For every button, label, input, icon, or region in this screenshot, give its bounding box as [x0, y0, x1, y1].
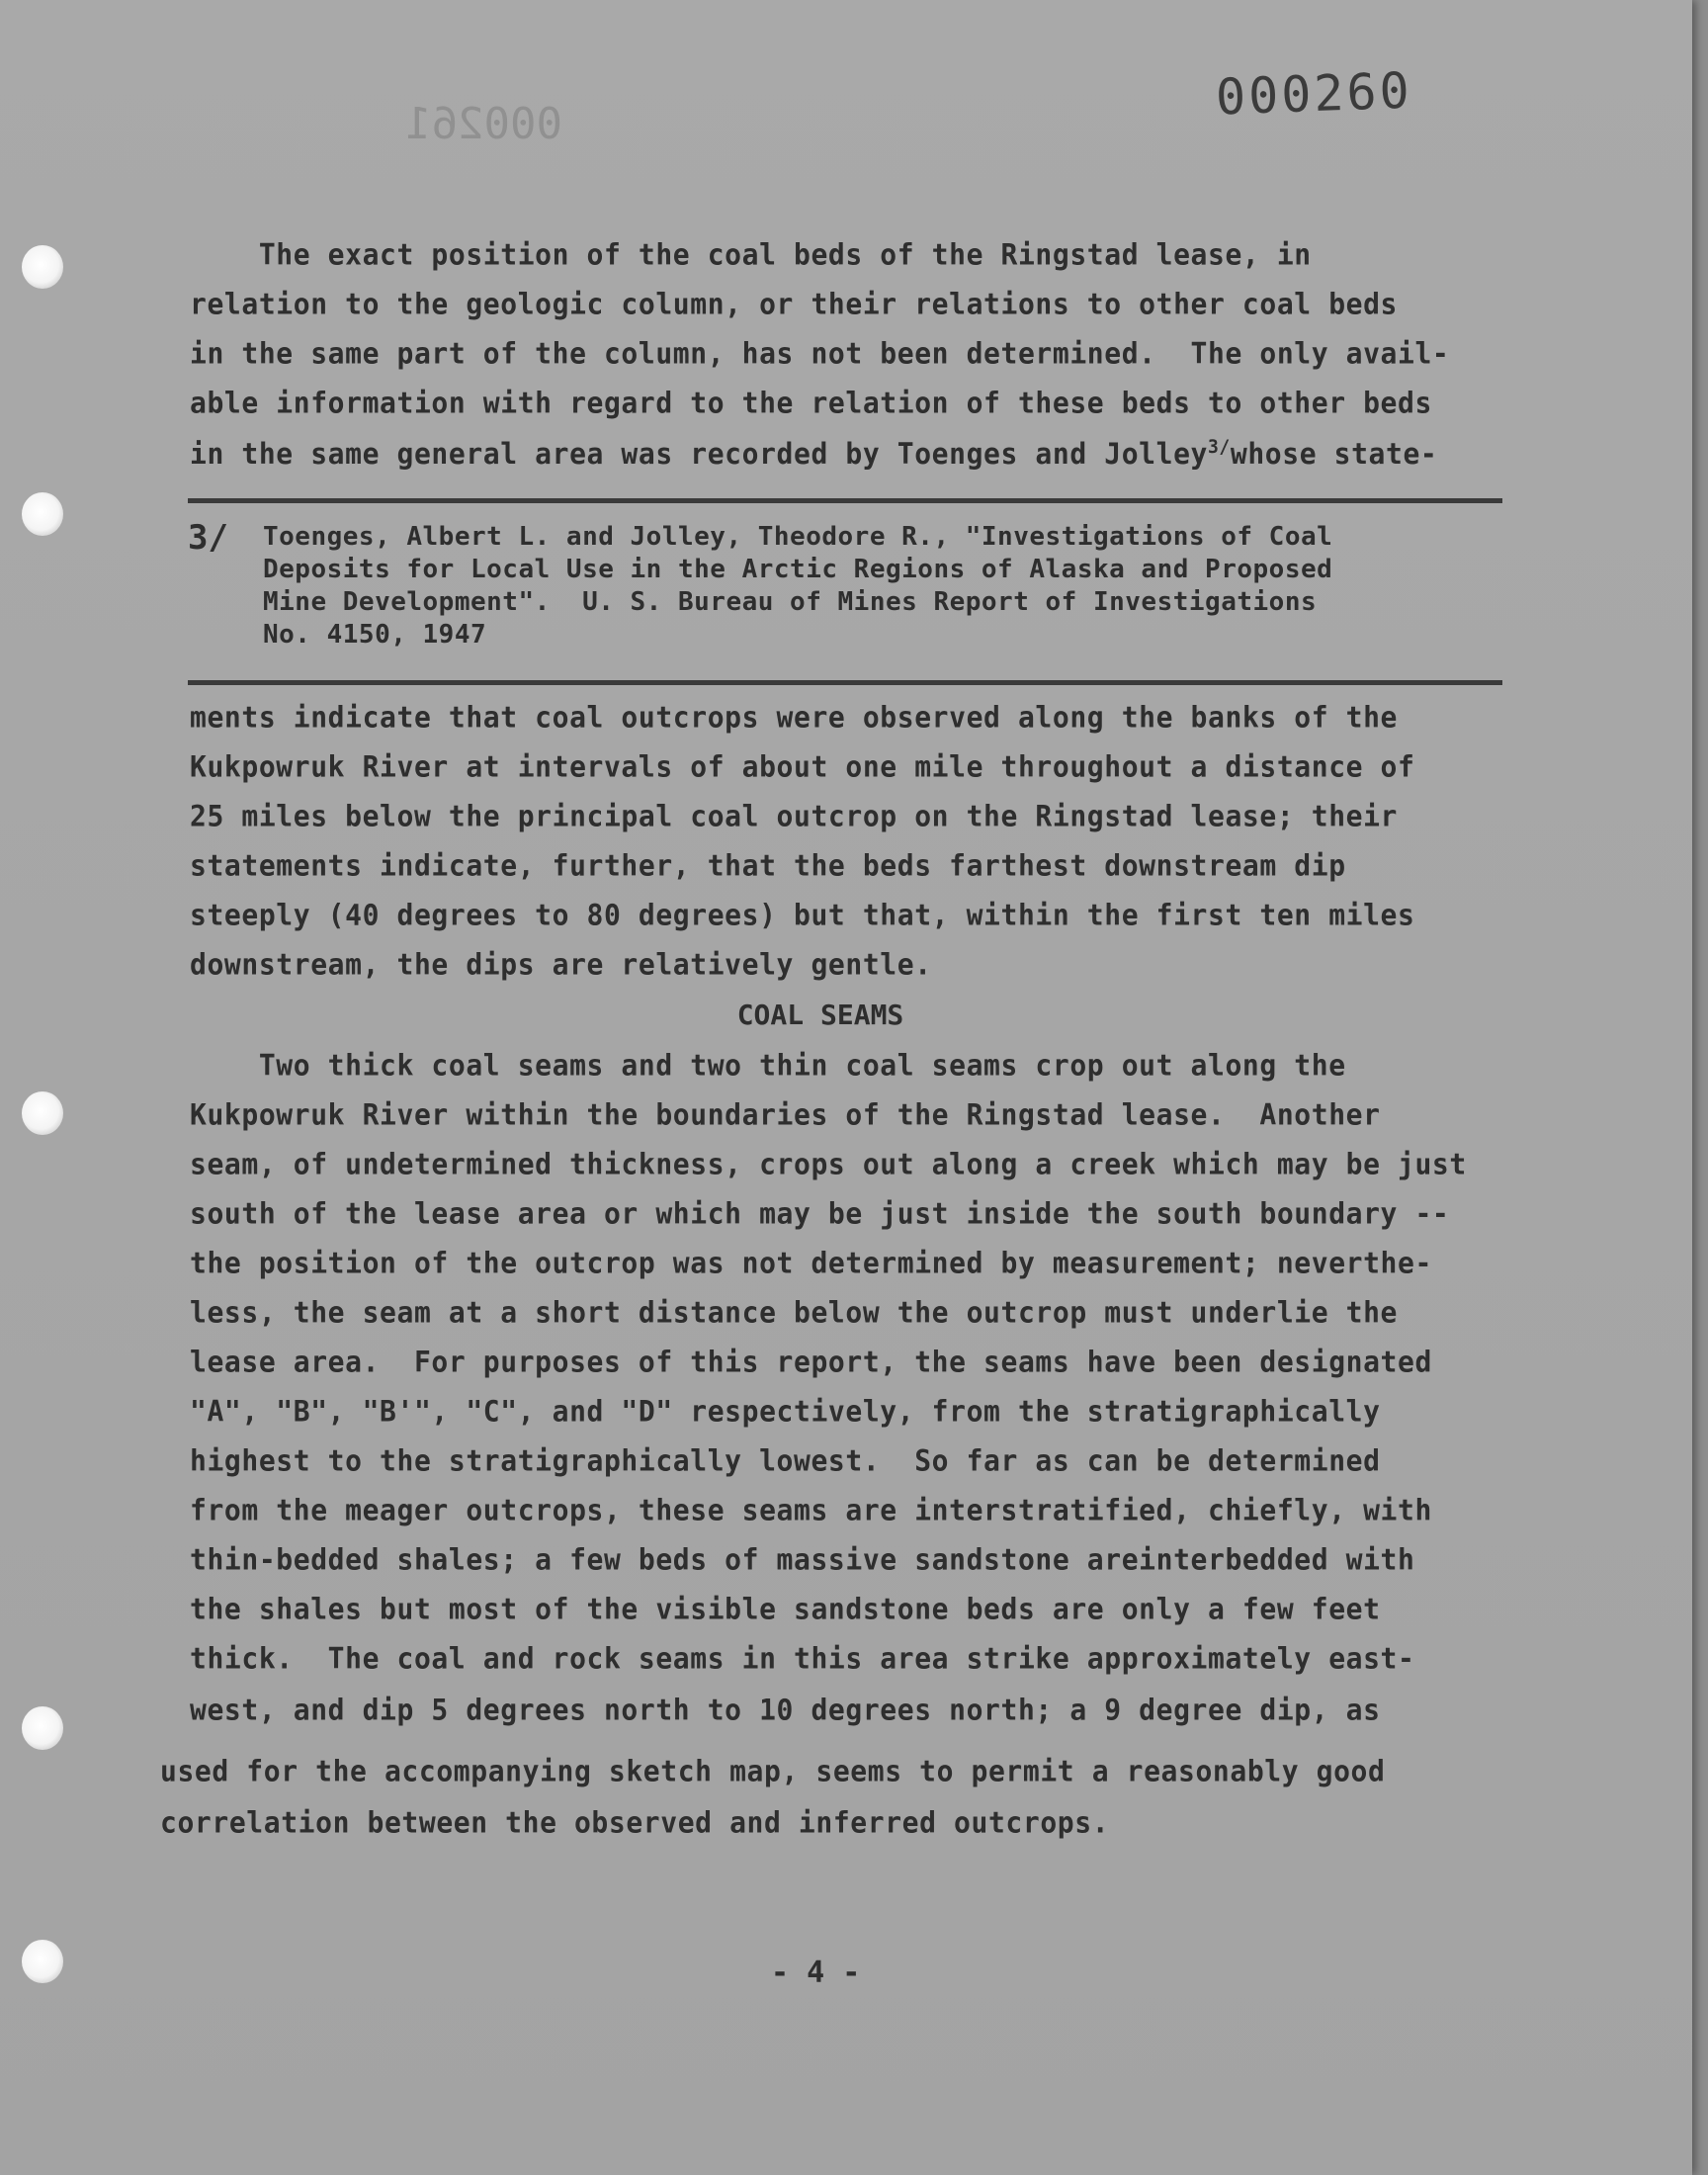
- text-line: steeply (40 degrees to 80 degrees) but that, within the first ten miles: [190, 898, 1415, 932]
- section-heading: COAL SEAMS: [736, 999, 904, 1031]
- text-line: the shales but most of the visible sandstone beds are only a few feet: [190, 1592, 1381, 1626]
- footnote-line: Toenges, Albert L. and Jolley, Theodore R., "Investigations of Coal: [263, 522, 1333, 552]
- text-line: in the same general area was recorded by Toenges and Jolley$^{3/}$whose state-: [190, 436, 1438, 472]
- text-line: correlation between the observed and inferred outcrops.: [160, 1805, 1110, 1840]
- text-line: thick. The coal and rock seams in this area strike approximately east-: [190, 1641, 1415, 1676]
- text-line: Kukpowruk River within the boundaries of the Ringstad lease. Another: [190, 1097, 1381, 1132]
- text-line: lease area. For purposes of this report, the seams have been designated: [190, 1345, 1432, 1379]
- text-line: highest to the stratigraphically lowest. So far as can be determined: [190, 1443, 1381, 1478]
- text-line: "A", "B", "B'", "C", and "D" respectively, from the stratigraphically: [190, 1394, 1381, 1429]
- text-line: west, and dip 5 degrees north to 10 degrees north; a 9 degree dip, as: [190, 1693, 1381, 1727]
- text-line: Two thick coal seams and two thin coal seams crop out along the: [190, 1048, 1346, 1083]
- footnote-reference: 3/: [1208, 436, 1231, 459]
- text-line: downstream, the dips are relatively gentle.: [190, 947, 932, 982]
- text-line: ments indicate that coal outcrops were observed along the banks of the: [190, 700, 1399, 735]
- footnote-line: Deposits for Local Use in the Arctic Regions of Alaska and Proposed: [263, 555, 1333, 584]
- text-line: relation to the geologic column, or their relations to other coal beds: [190, 287, 1399, 321]
- text-line: able information with regard to the relation of these beds to other beds: [190, 386, 1432, 420]
- punch-hole: [22, 1940, 63, 1983]
- punch-hole: [22, 1706, 63, 1750]
- text-line: 25 miles below the principal coal outcrop on the Ringstad lease; their: [190, 799, 1399, 833]
- text-line: Kukpowruk River at intervals of about one mile throughout a distance of: [190, 749, 1415, 784]
- text-line: used for the accompanying sketch map, seems to permit a reasonably good: [160, 1754, 1386, 1788]
- document-number: 000260: [1215, 61, 1413, 127]
- punch-hole: [22, 1091, 63, 1135]
- text-line: less, the seam at a short distance below the outcrop must underlie the: [190, 1295, 1399, 1330]
- faint-bleedthrough-number: 000261: [405, 99, 562, 149]
- punch-hole: [22, 492, 63, 536]
- footnote-rule-bottom: [188, 680, 1502, 685]
- text-line: The exact position of the coal beds of the Ringstad lease, in: [190, 237, 1312, 272]
- punch-hole: [22, 245, 63, 289]
- footnote-rule-top: [188, 498, 1502, 503]
- text-line: thin-bedded shales; a few beds of massive sandstone areinterbedded with: [190, 1542, 1415, 1577]
- text-line: the position of the outcrop was not determined by measurement; neverthe-: [190, 1246, 1432, 1280]
- footnote-line: Mine Development". U. S. Bureau of Mines Report of Investigations: [263, 587, 1318, 617]
- text-line: statements indicate, further, that the beds farthest downstream dip: [190, 848, 1346, 883]
- page-number: - 4 -: [771, 1956, 861, 1990]
- text-line: seam, of undetermined thickness, crops out along a creek which may be just: [190, 1147, 1467, 1181]
- footnote-marker: 3/: [188, 518, 228, 558]
- text-line: south of the lease area or which may be just inside the south boundary --: [190, 1196, 1450, 1231]
- footnote-line: No. 4150, 1947: [263, 620, 487, 650]
- text-line: from the meager outcrops, these seams are interstratified, chiefly, with: [190, 1493, 1432, 1527]
- text-line: in the same part of the column, has not been determined. The only avail-: [190, 336, 1450, 371]
